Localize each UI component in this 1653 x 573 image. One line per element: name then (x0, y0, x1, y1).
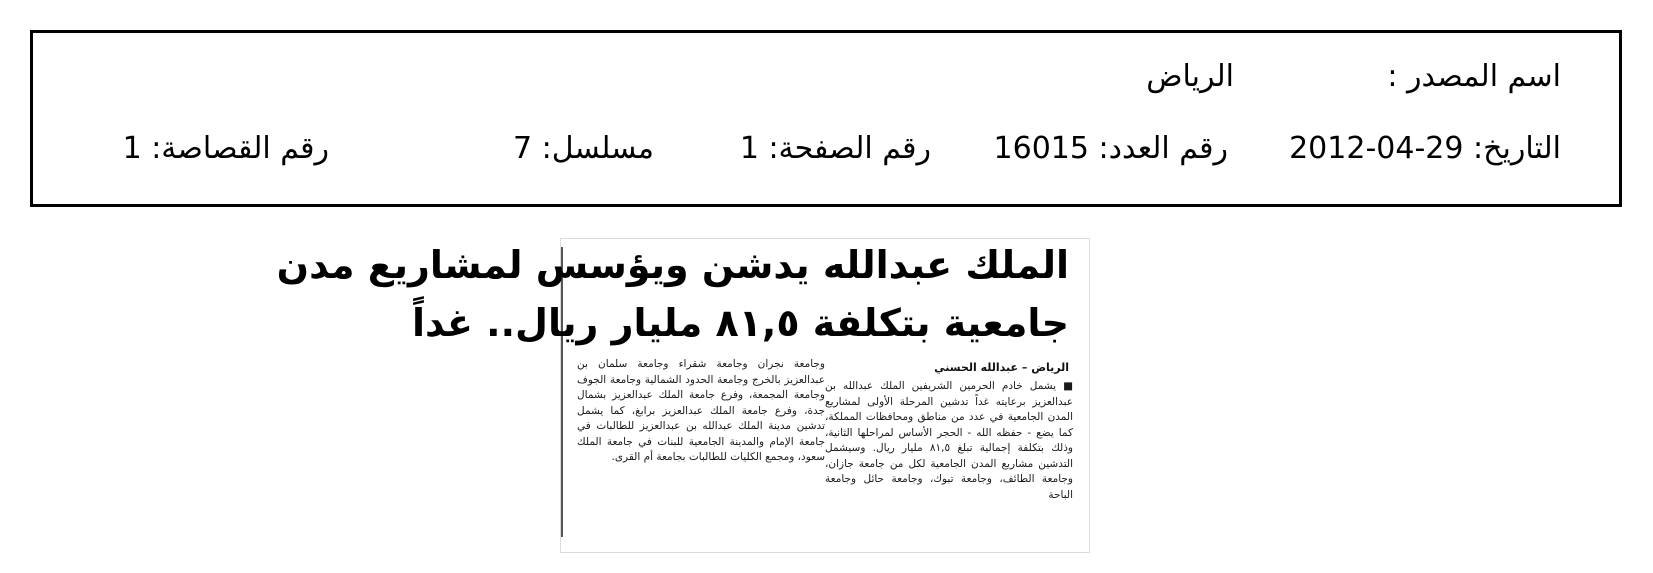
newspaper-clipping (276, 238, 1090, 553)
headline-line-1: الملك عبدالله يدشن ويؤسس لمشاريع مدن (276, 243, 1069, 287)
column-divider (561, 247, 563, 537)
date-field: التاريخ: 29-04-2012 (1289, 131, 1561, 166)
byline: الرياض – عبدالله الحسني (934, 361, 1069, 374)
source-value: الرياض (1146, 59, 1234, 94)
clipping-content (276, 239, 1079, 552)
issue-number-field: رقم العدد: 16015 (993, 131, 1228, 166)
headline-line-2: جامعية بتكلفة ٨١,٥ مليار ريال.. غداً (411, 301, 1069, 345)
source-label: اسم المصدر : (1387, 59, 1561, 94)
serial-field: مسلسل: 7 (513, 131, 654, 166)
page-number-field: رقم الصفحة: 1 (739, 131, 931, 166)
article-column-right: ■ يشمل خادم الحرمين الشريفين الملك عبدالله بن عبدالعزيز برعايته غداً تدشين المرحلة الأولى لمشاريع المدن الجامعية في عدد من مناطق ومحافظات المملكة، كما يضع - حفظه الله - الحجر الأساس لمراحلها الثانية، وذلك بتكلفة إجمالية تبلغ ٨١,٥ مليار ريال. وسيشمل التدشين مشاريع المدن الجامعية لكل من جامعة جازان، وجامعة الطائف، وجامعة تبوك، وجامعة حائل وجامعة الباحة (825, 380, 1073, 501)
clipping-metadata-box (30, 30, 1622, 207)
article-column-left: وجامعة نجران وجامعة شقراء وجامعة سلمان بن عبدالعزيز بالخرج وجامعة الحدود الشمالية وجامعة الجوف وجامعة المجمعة، وفرع جامعة الملك عبدالعزيز بشمال جدة، وفرع جامعة الملك عبدالعزيز برابغ، كما يشمل تدشين مدينة الملك عبدالله بن عبدالعزيز للطالبات في جامعة الإمام والمدينة الجامعية للبنات في جامعة الملك سعود، ومجمع الكليات للطالبات بجامعة أم القرى. (577, 358, 825, 463)
clip-number-field: رقم القصاصة: 1 (122, 131, 329, 166)
